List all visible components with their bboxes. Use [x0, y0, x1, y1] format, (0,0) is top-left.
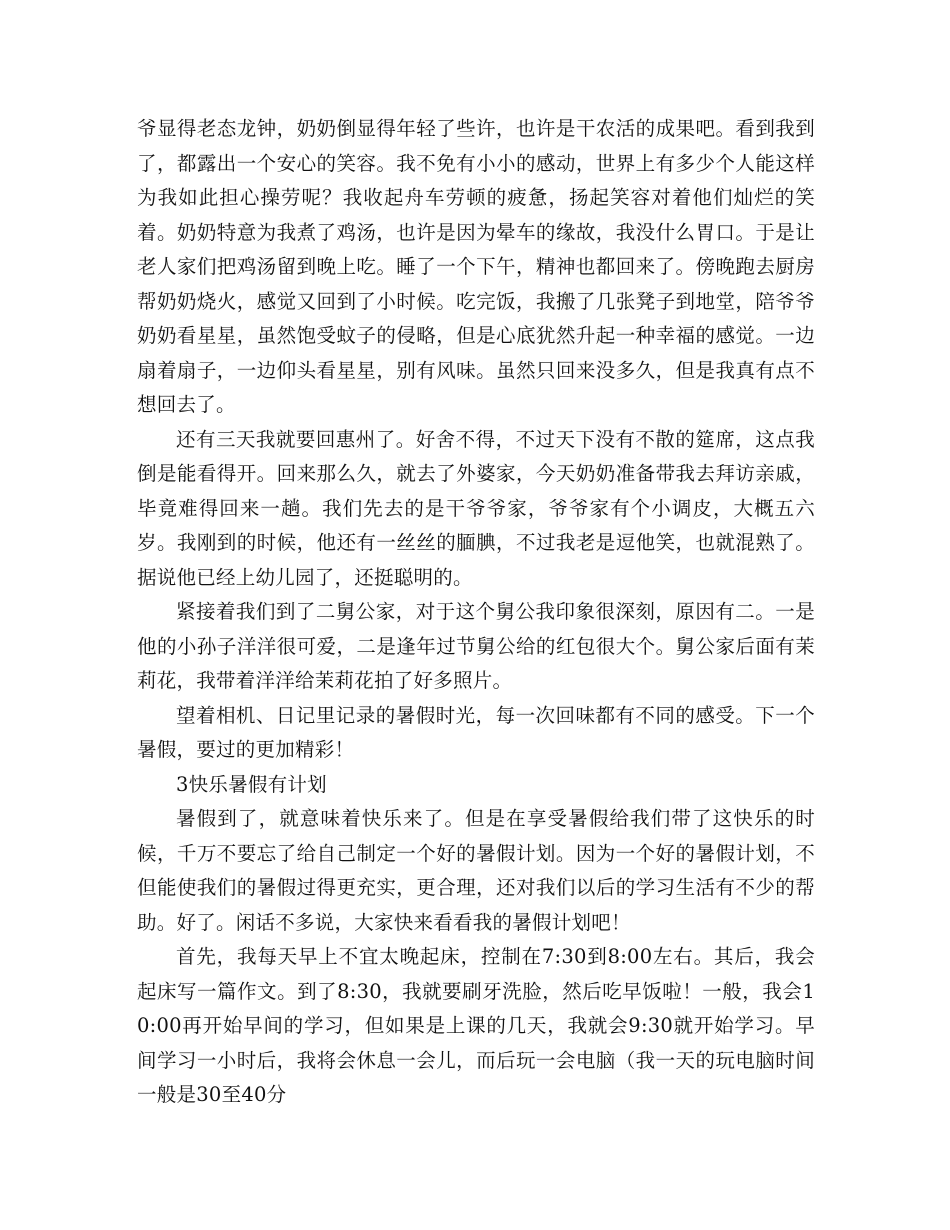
document-body	[137, 112, 815, 1113]
paragraph-summer-reflection: 望着相机、日记里记录的暑假时光，每一次回味都有不同的感受。下一个暑假，要过的更加精彩！	[137, 703, 815, 761]
paragraph-daily-schedule: 首先，我每天早上不宜太晚起床，控制在7:30到8:00左右。其后，我会起床写一篇作文。到了8:30，我就要刷牙洗脸，然后吃早饭啦！一般，我会10:00再开始早间的学习，但如果是上课的几天，我就会9:30就开始学习。早间学习一小时后，我将会休息一会儿，而后玩一会电脑（我一天的玩电脑时间一般是30至40分	[137, 945, 815, 1106]
paragraph-uncle-home: 紧接着我们到了二舅公家，对于这个舅公我印象很深刻，原因有二。一是他的小孙子洋洋很可爱，二是逢年过节舅公给的红包很大个。舅公家后面有茉莉花，我带着洋洋给茉莉花拍了好多照片。	[137, 600, 815, 692]
paragraph-visiting-relatives: 还有三天我就要回惠州了。好舍不得，不过天下没有不散的筵席，这点我倒是能看得开。回来那么久，就去了外婆家，今天奶奶准备带我去拜访亲戚，毕竟难得回来一趟。我们先去的是干爷爷家，爷爷家有个小调皮，大概五六岁。我刚到的时候，他还有一丝丝的腼腆，不过我老是逗他笑，也就混熟了。据说他已经上幼儿园了，还挺聪明的。	[137, 427, 815, 589]
paragraph-summer-plan-intro: 暑假到了，就意味着快乐来了。但是在享受暑假给我们带了这快乐的时候，千万不要忘了给自己制定一个好的暑假计划。因为一个好的暑假计划，不但能使我们的暑假过得更充实，更合理，还对我们以后的学习生活有不少的帮助。好了。闲话不多说，大家快来看看我的暑假计划吧！	[137, 807, 815, 934]
paragraph-grandparents-visit: 爷显得老态龙钟，奶奶倒显得年轻了些许，也许是干农活的成果吧。看到我到了，都露出一个安心的笑容。我不免有小小的感动，世界上有多少个人能这样为我如此担心操劳呢？我收起舟车劳顿的疲惫，扬起笑容对着他们灿烂的笑着。奶奶特意为我煮了鸡汤，也许是因为晕车的缘故，我没什么胃口。于是让老人家们把鸡汤留到晚上吃。睡了一个下午，精神也都回来了。傍晚跑去厨房帮奶奶烧火，感觉又回到了小时候。吃完饭，我搬了几张凳子到地堂，陪爷爷奶奶看星星，虽然饱受蚊子的侵略，但是心底犹然升起一种幸福的感觉。一边扇着扇子，一边仰头看星星，别有风味。虽然只回来没多久，但是我真有点不想回去了。	[137, 117, 815, 416]
section-heading: 3快乐暑假有计划	[176, 772, 327, 796]
